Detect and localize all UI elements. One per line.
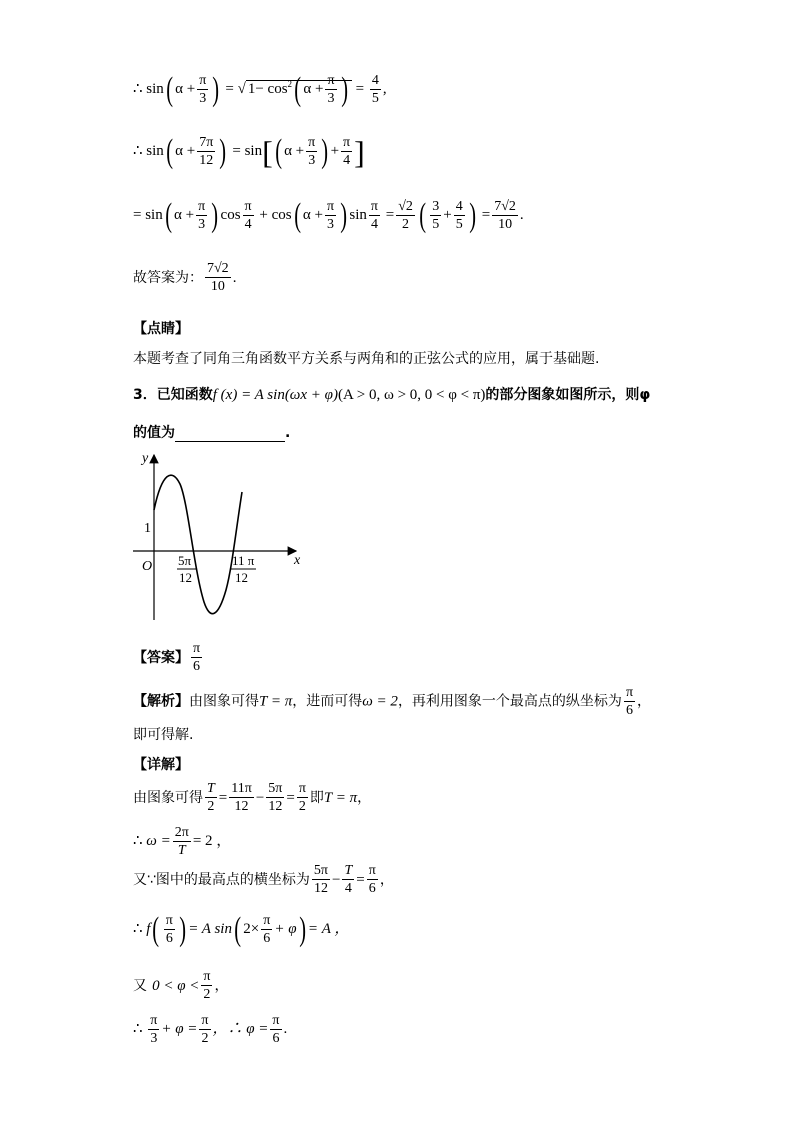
equation-line-3: = sin( α + $\frac{\pi}{3}$ ) cos $\frac{\pi}{4}$ + cos( α + $\frac{\pi}{3}$ ) sin $\frac{\pi}{4}$ = $\frac{√2}{2}$ ( $\frac{3}{5}$ + $\frac{4}{5}$ ) = $\frac{7√2}{10}$ .: [133, 196, 524, 234]
sqrt-expression: √ $1- \cos^2$( α + $\frac{\pi}{3}$ ): [238, 80, 352, 97]
fraction: $\frac{\pi}{3}$: [199, 73, 207, 106]
detail-line-3: 又∵图中的最高点的横坐标为 $\frac{5\pi}{12}$ − $\frac{T}{4}$ = $\frac{\pi}{6}$ ，: [133, 863, 394, 896]
sin-text: sin: [146, 80, 164, 97]
therefore-symbol: ∴: [133, 142, 143, 159]
answer-statement: 故答案为： $\frac{7√2}{10}$ .: [133, 261, 237, 294]
analysis-line-2: 即可得解.: [133, 727, 194, 743]
alpha-plus: α +: [175, 80, 196, 97]
sine-curve: [154, 475, 242, 614]
x-axis-label: x: [294, 553, 301, 568]
detail-line-4: ∴ f( $\frac{\pi}{6}$ ) = A sin( 2× $\frac{\pi}{6}$ + φ) = A ，: [133, 910, 350, 948]
x-tick-2-den: 12: [235, 570, 248, 585]
dianjing-heading: 【点睛】: [133, 321, 189, 337]
detail-line-2: ∴ ω = $\frac{2\pi}{T}$ = 2 ，: [133, 825, 232, 858]
fraction: $\frac{4}{5}$: [371, 73, 379, 106]
detail-line-6: ∴ $\frac{\pi}{3}$ + φ = $\frac{\pi}{2}$ ，∴ φ = $\frac{\pi}{6}$ .: [133, 1013, 288, 1046]
y-axis-label: y: [142, 451, 149, 466]
sine-graph: [128, 450, 308, 625]
question-3-line-2: 的值为 .: [133, 425, 291, 441]
x-tick-2-num: 11 π: [232, 553, 255, 568]
y-tick-label: 1: [144, 521, 151, 536]
detail-heading: 【详解】: [133, 757, 189, 773]
equation-line-2: ∴ sin( α + $\frac{7\pi}{12}$ ) = sin[( α + $\frac{\pi}{3}$ ) + $\frac{\pi}{4}$ ]: [133, 132, 365, 170]
dianjing-text: 本题考查了同角三角函数平方关系与两角和的正弦公式的应用，属于基础题.: [133, 351, 600, 367]
x-tick-1-den: 12: [179, 570, 192, 585]
x-tick-1-num: 5π: [178, 553, 192, 568]
origin-label: O: [142, 559, 153, 574]
detail-line-5: 又 0 < φ < $\frac{\pi}{2}$ ，: [133, 969, 229, 1002]
detail-line-1: 由图象可得 $\frac{T}{2}$ = $\frac{11\pi}{12}$ − $\frac{5\pi}{12}$ = $\frac{\pi}{2}$ 即T = π，: [133, 781, 372, 814]
answer-row: 【答案】 $\frac{\pi}{6}$: [133, 641, 201, 674]
question-3: 3．已知函数f (x) = A sin(ωx + φ)(A > 0, ω > 0, 0 < φ < π)的部分图象如图所示，则φ: [133, 387, 651, 403]
answer-blank: [175, 427, 285, 442]
therefore-symbol: ∴: [133, 80, 143, 97]
fraction: $\frac{7\pi}{12}$: [199, 135, 214, 168]
equation-line-1: ∴ sin( α + $\frac{\pi}{3}$ ) = √ $1- \cos^2$( α + $\frac{\pi}{3}$ ) = $\frac{4}{5}$ ,: [133, 70, 387, 108]
equals: =: [225, 80, 234, 97]
analysis-line-1: 【解析】由图象可得T = π，进而可得ω = 2，再利用图象一个最高点的纵坐标为 $\frac{\pi}{6}$ ，: [133, 685, 652, 718]
